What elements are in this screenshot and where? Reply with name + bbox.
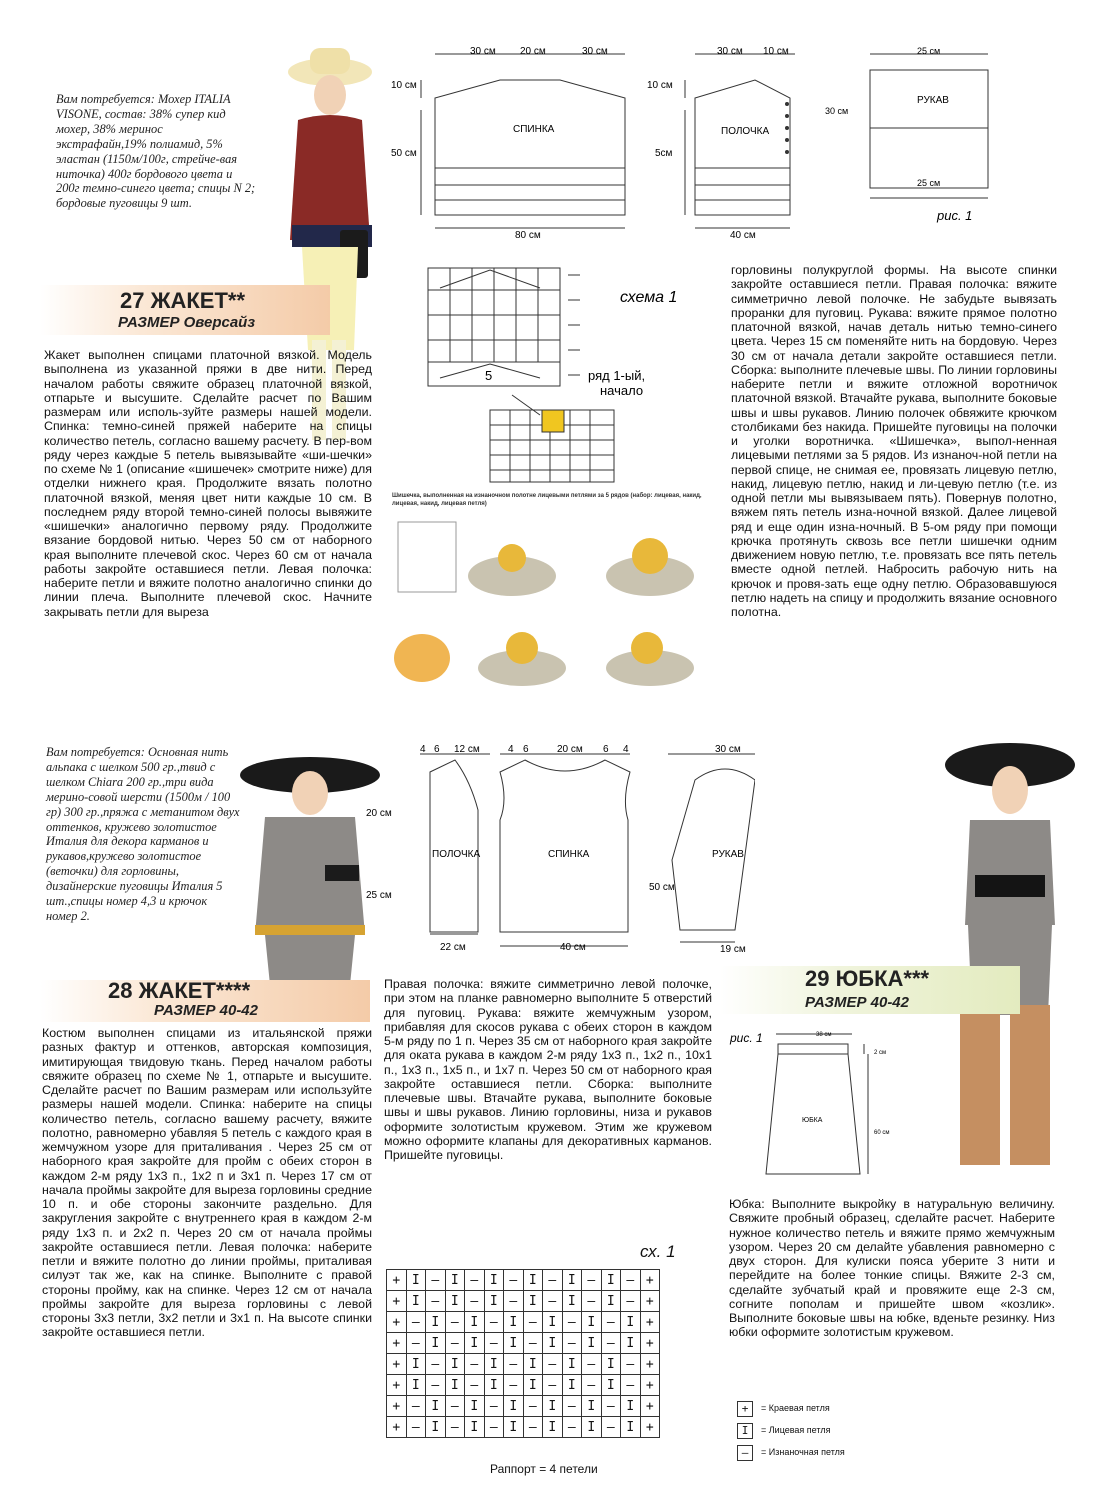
dim-30b: 30 см bbox=[582, 46, 608, 57]
chart-cell: — bbox=[621, 1270, 641, 1291]
chart-cell: I bbox=[601, 1270, 621, 1291]
chart-cell: I bbox=[465, 1333, 485, 1354]
text-29: Юбка: Выполните выкройку в натуральную величину. Свяжите пробный образец, сделайте расчет. Наберите нужное количество петель и вяжите прямо жемчужным узором. Через 20 см делайте убавления равномерно с двух сторон. Для кулиски пояса уберите 3 нити и перейдите на более тонкие спицы. Вяжите 2-3 см, сделайте зубчатый край и провяжите еще 2-3 см, согните пополам и пришейте швом «козлик». Выполните боковые швы на юбке, вденьте резинку. Низ юбки оформите золотистым кружевом. bbox=[729, 1197, 1055, 1340]
chart-cell: I bbox=[621, 1396, 641, 1417]
model-photo-28 bbox=[225, 745, 380, 985]
legend bbox=[737, 1397, 845, 1463]
chart-cell: — bbox=[601, 1396, 621, 1417]
chart-cell: — bbox=[484, 1333, 504, 1354]
chart-cell: — bbox=[426, 1270, 446, 1291]
d6a: 6 bbox=[434, 744, 440, 755]
chart-cell: + bbox=[387, 1291, 407, 1312]
scheme-1 bbox=[420, 260, 720, 490]
chart-cell: I bbox=[465, 1396, 485, 1417]
chart-cell: — bbox=[523, 1333, 543, 1354]
size-29: РАЗМЕР 40-42 bbox=[805, 994, 909, 1011]
chart-row bbox=[387, 1417, 660, 1438]
chart-cell: I bbox=[523, 1354, 543, 1375]
chart-cell: — bbox=[582, 1270, 602, 1291]
chart-cell: — bbox=[523, 1396, 543, 1417]
chart-cell: I bbox=[504, 1417, 524, 1438]
d4b: 4 bbox=[508, 744, 514, 755]
chart-cell: I bbox=[621, 1417, 641, 1438]
text-27-right: горловины полукруглой формы. На высоте спинки закройте оставшиеся петли. Правая полочка: вяжите симметрично левой полочке. Не забудьте вывязать проранки для пуговиц. Рукава: вяжите прямое полотно платочной вязкой, начав деталь нитью темно-синего цвета. Через 15 см поменяйте нить на бордовую. Через 30 см от начала детали закройте оставшиеся петли. Сборка: выполните плечевые швы. По линии горловины наберите петли и вяжите отложной воротничок платочной вязкой. Втачайте рукава, выполните боковые швы и швы рукавов. Линию полочек обвяжите крючком столбиками без накида. Пришейте пуговицы на полочки и уголки воротничка. «Шишечка», выпол-ненная лицевыми петлями за 5 рядов. Из изнаноч-ной петли на первой спице, не снимая ее, провязать лицевую петлю, накид, лицевую петлю, накид и ли-цевую петлю (т.е. из одной петли мы вывязываем пять). Повернув полотно, вяжем пять петель изна-ночной вязкой. Далее лицевой ряд и еще один изна-ночный. В 5-ом ряду при помощи крючка протянуть сквозь все петли шишечки одним движением новую петлю, т.е. провязать все пять петель вместе одной петлей. Набросить рабочую нить на крючок и провя-зать еще одну петлю. Образовавшуюся петлю надеть на спицу и продолжить вязание основного полотна. bbox=[731, 263, 1057, 619]
chart-cell: — bbox=[504, 1270, 524, 1291]
chart-cell: I bbox=[445, 1291, 465, 1312]
title-29: 29 ЮБКА*** bbox=[805, 966, 930, 991]
chart-cell: I bbox=[406, 1375, 426, 1396]
chart-cell: I bbox=[484, 1354, 504, 1375]
chart-cell: — bbox=[504, 1375, 524, 1396]
skirt-d60: 60 см bbox=[874, 1130, 890, 1136]
chart-cell: + bbox=[640, 1312, 660, 1333]
size-27: РАЗМЕР Оверсайз bbox=[118, 314, 255, 331]
dim-front-30: 30 см bbox=[717, 46, 743, 57]
chart-cell: I bbox=[406, 1354, 426, 1375]
chart-cell: I bbox=[543, 1396, 563, 1417]
chart-cell: + bbox=[640, 1417, 660, 1438]
chart-cell: — bbox=[523, 1417, 543, 1438]
chart-cell: I bbox=[426, 1312, 446, 1333]
chart-cell: — bbox=[445, 1312, 465, 1333]
chart-cell: I bbox=[601, 1354, 621, 1375]
title-28: 28 ЖАКЕТ**** bbox=[108, 978, 251, 1003]
bobble-illustration bbox=[392, 492, 714, 704]
chart-title-28: сх. 1 bbox=[640, 1242, 676, 1261]
d20: 20 см bbox=[557, 744, 583, 755]
chart-row bbox=[387, 1396, 660, 1417]
chart-cell: — bbox=[504, 1354, 524, 1375]
chart-cell: — bbox=[562, 1417, 582, 1438]
chart-cell: — bbox=[465, 1375, 485, 1396]
dim-front-40: 40 см bbox=[730, 230, 756, 241]
scheme-row-label: ряд 1-ый, bbox=[588, 368, 646, 383]
chart-cell: I bbox=[406, 1270, 426, 1291]
chart-cell: I bbox=[523, 1291, 543, 1312]
legend-item-knit: I = Лицевая петля bbox=[737, 1419, 845, 1441]
chart-cell: + bbox=[640, 1396, 660, 1417]
skirt-d2: 2 см bbox=[874, 1050, 887, 1056]
chart-cell: I bbox=[562, 1375, 582, 1396]
chart-row bbox=[387, 1375, 660, 1396]
chart-cell: I bbox=[445, 1354, 465, 1375]
title-27: 27 ЖАКЕТ** bbox=[120, 288, 246, 313]
skirt-diagram bbox=[728, 1024, 908, 1194]
chart-cell: I bbox=[504, 1396, 524, 1417]
chart-cell: + bbox=[387, 1417, 407, 1438]
d6b: 6 bbox=[523, 744, 529, 755]
chart-cell: I bbox=[523, 1270, 543, 1291]
chart-cell: — bbox=[445, 1417, 465, 1438]
sleeve-label-28: РУКАВ bbox=[712, 849, 744, 860]
chart-cell: I bbox=[582, 1396, 602, 1417]
chart-cell: I bbox=[601, 1291, 621, 1312]
legend-item-purl: — = Изнаночная петля bbox=[737, 1441, 845, 1463]
dim-front-5: 5см bbox=[655, 148, 673, 159]
d19: 19 см bbox=[720, 944, 746, 955]
text-28-left: Костюм выполнен спицами из итальянской пряжи разных фактур и оттенков, авторская композиция, имитирующая твидовую ткань. Перед началом работы свяжите образец по схеме № 1, отпарьте и высушите. Сделайте расчет по Вашим размерам или используйте размеры нашей модели. Спинка: наберите на спицы количество петель, согласно вашему расчету, вяжите полотно, равномерно убавляя 5 петель с каждого края в жемчужном узоре для приталивания . Через 25 см от наборного края закройте для пройм с обеих сторон в каждом 2-м ряду 1х3 п., 1х2 п и 3х1 п. Через 17 см от начала проймы закройте для выреза горловины средние 10 п. и обе стороны закончите раздельно. Для закругления закройте с внутреннего края в каждом 2-м ряду 1х3 п. и 2х2 п. Через 20 см от начала проймы закройте оставшиеся петли. Левая полочка: наберите петли и вяжите полотно до линии проймы, приталивая силуэт так же, как на спинке. Выполните с правой стороны пройму, как на спинке. Через 12 см от начала проймы закройте для выреза горловины с левой стороны 3х3 петли, 3х2 петли и 3х1 п. На высоте спинки закройте оставшиеся петли. bbox=[42, 1026, 372, 1340]
chart-cell: — bbox=[426, 1291, 446, 1312]
fig-label: рис. 1 bbox=[937, 208, 973, 223]
materials-27: Вам потребуется: Мохер ITALIA VISONE, состав: 38% супер кид мохер, 38% мериноc экстрафайн,19% полиамид, 5% эластан (1150м/100г, стрейче-вая ниточка) 400г бордового цвета и 200г темно-синего цвета; спицы N 2; бордовые пуговицы 9 шт. bbox=[56, 92, 256, 211]
chart-row bbox=[387, 1270, 660, 1291]
chart-cell: I bbox=[562, 1354, 582, 1375]
chart-cell: I bbox=[582, 1333, 602, 1354]
legend-item-edge: + = Краевая петля bbox=[737, 1397, 845, 1419]
chart-cell: — bbox=[484, 1417, 504, 1438]
back-label-28: СПИНКА bbox=[548, 849, 590, 860]
chart-cell: — bbox=[484, 1312, 504, 1333]
chart-cell: — bbox=[601, 1312, 621, 1333]
chart-cell: — bbox=[582, 1354, 602, 1375]
chart-cell: I bbox=[426, 1396, 446, 1417]
d40: 40 см bbox=[560, 942, 586, 953]
dim-sl-25b: 25 см bbox=[917, 178, 941, 188]
chart-cell: + bbox=[640, 1354, 660, 1375]
chart-cell: I bbox=[504, 1312, 524, 1333]
chart-cell: I bbox=[406, 1291, 426, 1312]
chart-cell: I bbox=[523, 1375, 543, 1396]
chart-cell: — bbox=[562, 1333, 582, 1354]
model-photo-29 bbox=[930, 735, 1080, 1175]
chart-cell: — bbox=[562, 1396, 582, 1417]
d20v: 20 см bbox=[366, 808, 392, 819]
chart-cell: — bbox=[445, 1396, 465, 1417]
chart-cell: — bbox=[465, 1291, 485, 1312]
chart-row bbox=[387, 1291, 660, 1312]
chart-cell: — bbox=[582, 1291, 602, 1312]
chart-cell: — bbox=[562, 1312, 582, 1333]
dim-50: 50 см bbox=[391, 148, 417, 159]
skirt-label: ЮБКА bbox=[802, 1117, 823, 1124]
dim-front-10v: 10 см bbox=[647, 80, 673, 91]
chart-cell: I bbox=[562, 1291, 582, 1312]
dim-sl-25a: 25 см bbox=[917, 46, 941, 56]
chart-cell: + bbox=[387, 1375, 407, 1396]
chart-row bbox=[387, 1333, 660, 1354]
skirt-d38: 38 см bbox=[816, 1032, 832, 1038]
pattern-diagram-28 bbox=[360, 740, 755, 960]
front-label-28: ПОЛОЧКА bbox=[432, 849, 481, 860]
scheme-five: 5 bbox=[485, 368, 493, 383]
text-27-left: Жакет выполнен спицами платочной вязкой. Модель выполнена из указанной пряжи в две нити. Перед началом работы свяжите образец платочной вязкой, отпарьте и высушите. Сделайте расчет по Вашим размерам или исполь-зуйте размеры нашей модели. Спинка: темно-синей пряжей наберите на спицы количество петель, согласно вашему расчету. В пер-вом ряду через каждые 5 петель вывязывайте «ши-шечки» по схеме № 1 (описание «шишечек» смотрите ниже) для отделки нижнего края. Продолжите вязать полотно платочной вязкой, меняя цвет нити каждые 10 см. В последнем ряду второй темно-синей полосы вывяжите «шишечки» аналогично первому ряду. Продолжите вязание бордовой нитью. Через 50 см от наборного края выполните плечевой скос. Через 60 см от начала работы закройте оставшиеся петли. Левая полочка: наберите петли и вяжите полотно аналогично спинки до линии плеча. Выполните плечевой скос. Начните закрывать петли для выреза bbox=[44, 348, 372, 619]
size-28: РАЗМЕР 40-42 bbox=[154, 1002, 258, 1019]
chart-cell: I bbox=[543, 1312, 563, 1333]
materials-28: Вам потребуется: Основная нить альпака с шелком 500 гр.,твид с шелком Chiara 200 гр.,три вида мерино-совой шерсти (1500м / 100 гр) 300 гр.,пряжа с метанитом двух оттенков, кружево золотистое Италия для декора карманов и рукавов,кружево золотистое (веточки) для горловины, дизайнерские пуговицы Италия 5 шт.,спицы номер 4,3 и крючок номер 2. bbox=[46, 745, 240, 923]
chart-cell: — bbox=[445, 1333, 465, 1354]
chart-cell: I bbox=[484, 1270, 504, 1291]
dim-front-10: 10 см bbox=[763, 46, 789, 57]
chart-cell: + bbox=[640, 1291, 660, 1312]
chart-cell: — bbox=[465, 1270, 485, 1291]
chart-cell: — bbox=[406, 1396, 426, 1417]
chart-cell: + bbox=[387, 1270, 407, 1291]
chart-cell: + bbox=[640, 1270, 660, 1291]
chart-row bbox=[387, 1312, 660, 1333]
chart-cell: I bbox=[621, 1333, 641, 1354]
dim-30a: 30 см bbox=[470, 46, 496, 57]
chart-cell: — bbox=[601, 1333, 621, 1354]
chart-cell: I bbox=[582, 1417, 602, 1438]
chart-cell: + bbox=[640, 1375, 660, 1396]
chart-cell: I bbox=[426, 1417, 446, 1438]
chart-cell: + bbox=[387, 1354, 407, 1375]
chart-cell: — bbox=[543, 1270, 563, 1291]
chart-cell: — bbox=[543, 1375, 563, 1396]
chart-cell: — bbox=[465, 1354, 485, 1375]
chart-cell: — bbox=[601, 1417, 621, 1438]
chart-cell: + bbox=[387, 1333, 407, 1354]
chart-row bbox=[387, 1354, 660, 1375]
chart-cell: — bbox=[406, 1417, 426, 1438]
chart-cell: — bbox=[621, 1354, 641, 1375]
chart-cell: + bbox=[387, 1312, 407, 1333]
chart-cell: I bbox=[465, 1312, 485, 1333]
chart-cell: + bbox=[387, 1396, 407, 1417]
chart-cell: I bbox=[562, 1270, 582, 1291]
scheme-title: схема 1 bbox=[620, 289, 678, 306]
chart-cell: — bbox=[406, 1333, 426, 1354]
d25v: 25 см bbox=[366, 890, 392, 901]
chart-cell: — bbox=[523, 1312, 543, 1333]
chart-cell: — bbox=[406, 1312, 426, 1333]
scheme-row-label2: начало bbox=[600, 383, 644, 398]
dim-20: 20 см bbox=[520, 46, 546, 57]
text-28-mid: Правая полочка: вяжите симметрично левой полочке, при этом на планке равномерно выполните 5 отверстий для пуговиц. Рукава: вяжите жемчужным узором, прибавляя для скосов рукава с обеих сторон в каждом 5-м ряду по 1 п. Через 35 см от наборного края закройте для оката рукава в каждом 2-м ряду 1х3 п., 1х2 п., 10х1 п., 1х3 п., 1х5 п., и 1х7 п. Через 50 см от наборного края закройте оставшиеся петли. Сборка: выполните плечевые швы. Втачайте рукава, выполните боковые швы и швы рукавов. Линию горловины, низа и рукавов оформите золотистым кружевом. Этим же кружевом можно оформите клапаны для декоративных карманов. Пришейте пуговицы. bbox=[384, 977, 712, 1162]
chart-cell: I bbox=[601, 1375, 621, 1396]
d6c: 6 bbox=[603, 744, 609, 755]
chart-cell: — bbox=[426, 1354, 446, 1375]
chart-cell: I bbox=[582, 1312, 602, 1333]
back-label: СПИНКА bbox=[513, 124, 555, 135]
chart-cell: I bbox=[543, 1417, 563, 1438]
chart-cell: — bbox=[426, 1375, 446, 1396]
chart-cell: — bbox=[621, 1291, 641, 1312]
d22: 22 см bbox=[440, 942, 466, 953]
chart-cell: I bbox=[543, 1333, 563, 1354]
chart-cell: — bbox=[543, 1354, 563, 1375]
chart-cell: I bbox=[445, 1375, 465, 1396]
chart-cell: — bbox=[582, 1375, 602, 1396]
pattern-diagram-27 bbox=[385, 40, 1005, 245]
chart-cell: I bbox=[445, 1270, 465, 1291]
rapport-label: Раппорт = 4 петели bbox=[490, 1462, 598, 1476]
d4a: 4 bbox=[420, 744, 426, 755]
chart-cell: I bbox=[484, 1291, 504, 1312]
knitting-chart bbox=[386, 1269, 660, 1438]
d12: 12 см bbox=[454, 744, 480, 755]
skirt-fig: рис. 1 bbox=[730, 1031, 763, 1045]
chart-cell: — bbox=[504, 1291, 524, 1312]
chart-cell: I bbox=[504, 1333, 524, 1354]
chart-cell: — bbox=[621, 1375, 641, 1396]
chart-cell: I bbox=[621, 1312, 641, 1333]
chart-cell: I bbox=[484, 1375, 504, 1396]
bobble-caption: Шишечка, выполненная на изнаночном полотне лицевыми петлями за 5 рядов (набор: лицевая, накид, лицевая, накид, лицевая петля) bbox=[392, 493, 702, 507]
dim-80: 80 см bbox=[515, 230, 541, 241]
sleeve-label: РУКАВ bbox=[917, 95, 949, 106]
front-label: ПОЛОЧКА bbox=[721, 126, 770, 137]
d50: 50 см bbox=[649, 882, 675, 893]
d30: 30 см bbox=[715, 744, 741, 755]
d4c: 4 bbox=[623, 744, 629, 755]
chart-cell: I bbox=[426, 1333, 446, 1354]
chart-cell: — bbox=[543, 1291, 563, 1312]
dim-10: 10 см bbox=[391, 80, 417, 91]
chart-cell: I bbox=[465, 1417, 485, 1438]
chart-cell: + bbox=[640, 1333, 660, 1354]
chart-cell: — bbox=[484, 1396, 504, 1417]
dim-sl-30: 30 см bbox=[825, 106, 849, 116]
